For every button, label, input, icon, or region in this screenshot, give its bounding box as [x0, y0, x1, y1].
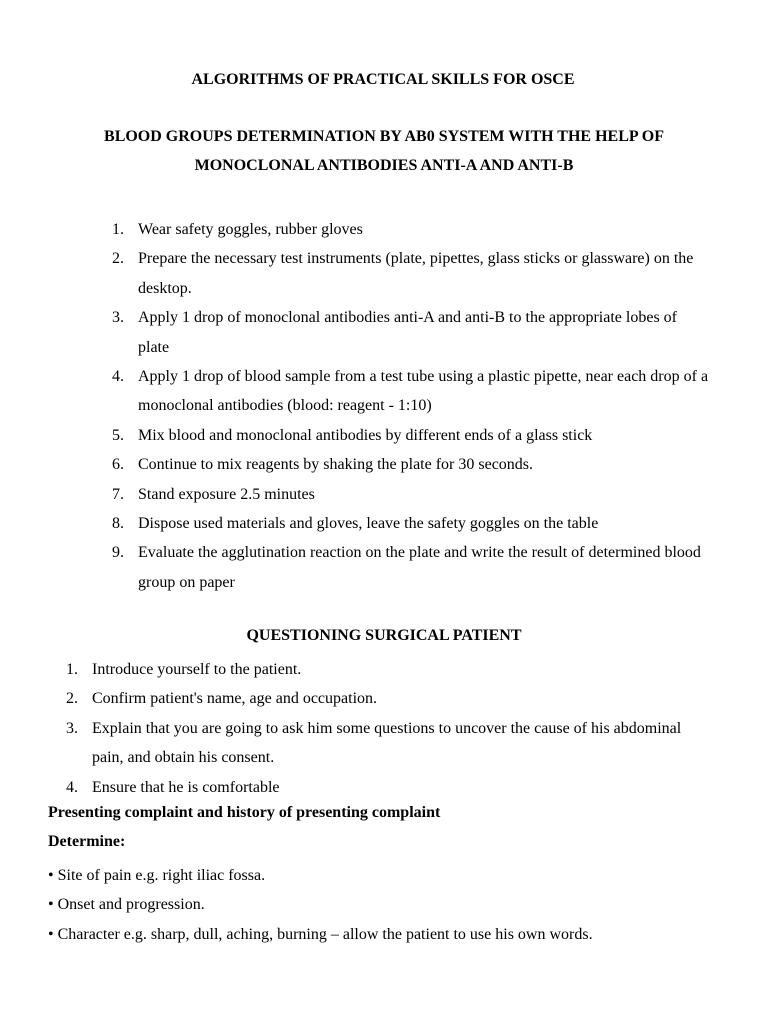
step-text: Evaluate the agglutination reaction on the plate and write the result of determined blood group on paper [138, 544, 701, 591]
list-item [112, 480, 712, 509]
step-number: 7. [112, 485, 124, 503]
list-item [112, 244, 712, 303]
determine-label: Determine: [48, 833, 126, 850]
blood-group-steps-list [112, 215, 712, 597]
list-item [112, 421, 712, 450]
list-item: • Site of pain e.g. right iliac fossa. [48, 867, 266, 884]
list-item [66, 714, 706, 773]
step-number: 6. [112, 456, 124, 474]
step-number: 2. [112, 250, 124, 268]
main-title: ALGORITHMS OF PRACTICAL SKILLS FOR OSCE [191, 71, 575, 88]
step-text: Wear safety goggles, rubber gloves [138, 221, 363, 238]
step-number: 1. [112, 221, 124, 238]
step-text: Explain that you are going to ask him some questions to uncover the cause of his abdominal pain, and obtain his consent. [92, 719, 682, 767]
step-number: 3. [66, 719, 78, 737]
step-text: Ensure that he is comfortable [92, 778, 280, 796]
list-item [112, 450, 712, 479]
step-text: Mix blood and monoclonal antibodies by different ends of a glass stick [138, 426, 593, 444]
step-text: Dispose used materials and gloves, leave the safety goggles on the table [138, 515, 599, 533]
list-item [112, 509, 712, 538]
list-item [112, 303, 712, 362]
step-number: 1. [66, 661, 78, 678]
step-text: Apply 1 drop of blood sample from a test tube using a plastic pipette, near each drop of a monoclonal antibodies (blood: reagent - 1:10) [138, 368, 709, 415]
determine-bullet-list [48, 861, 728, 949]
step-number: 9. [112, 544, 124, 562]
list-item: • Onset and progression. [48, 896, 205, 914]
presenting-complaint-heading: Presenting complaint and history of presenting complaint [48, 804, 441, 821]
step-number: 2. [66, 690, 78, 708]
list-item [66, 684, 706, 713]
step-number: 4. [112, 368, 124, 386]
questioning-steps-list [66, 655, 706, 802]
list-item [66, 773, 706, 802]
list-item [112, 362, 712, 421]
list-item [112, 538, 712, 597]
step-text: Prepare the necessary test instruments (plate, pipettes, glass sticks or glassware) on the desktop. [138, 250, 694, 297]
step-text: Stand exposure 2.5 minutes [138, 485, 315, 503]
section2-title: QUESTIONING SURGICAL PATIENT [246, 627, 522, 644]
list-item: • Character e.g. sharp, dull, aching, burning – allow the patient to use his own words. [48, 925, 593, 943]
step-text: Continue to mix reagents by shaking the plate for 30 seconds. [138, 456, 534, 474]
step-number: 8. [112, 515, 124, 533]
step-number: 3. [112, 309, 124, 327]
step-number: 4. [66, 778, 78, 796]
step-text: Introduce yourself to the patient. [92, 661, 302, 678]
step-number: 5. [112, 426, 124, 444]
list-item [112, 215, 712, 244]
list-item [66, 655, 706, 684]
section1-title-line1: BLOOD GROUPS DETERMINATION BY AB0 SYSTEM WITH THE HELP OF [104, 128, 664, 145]
step-text: Confirm patient's name, age and occupation. [92, 690, 378, 708]
section1-title-line2: MONOCLONAL ANTIBODIES ANTI-A AND ANTI-B [194, 157, 574, 174]
step-text: Apply 1 drop of monoclonal antibodies anti-A and anti-B to the appropriate lobes of plate [138, 309, 677, 356]
